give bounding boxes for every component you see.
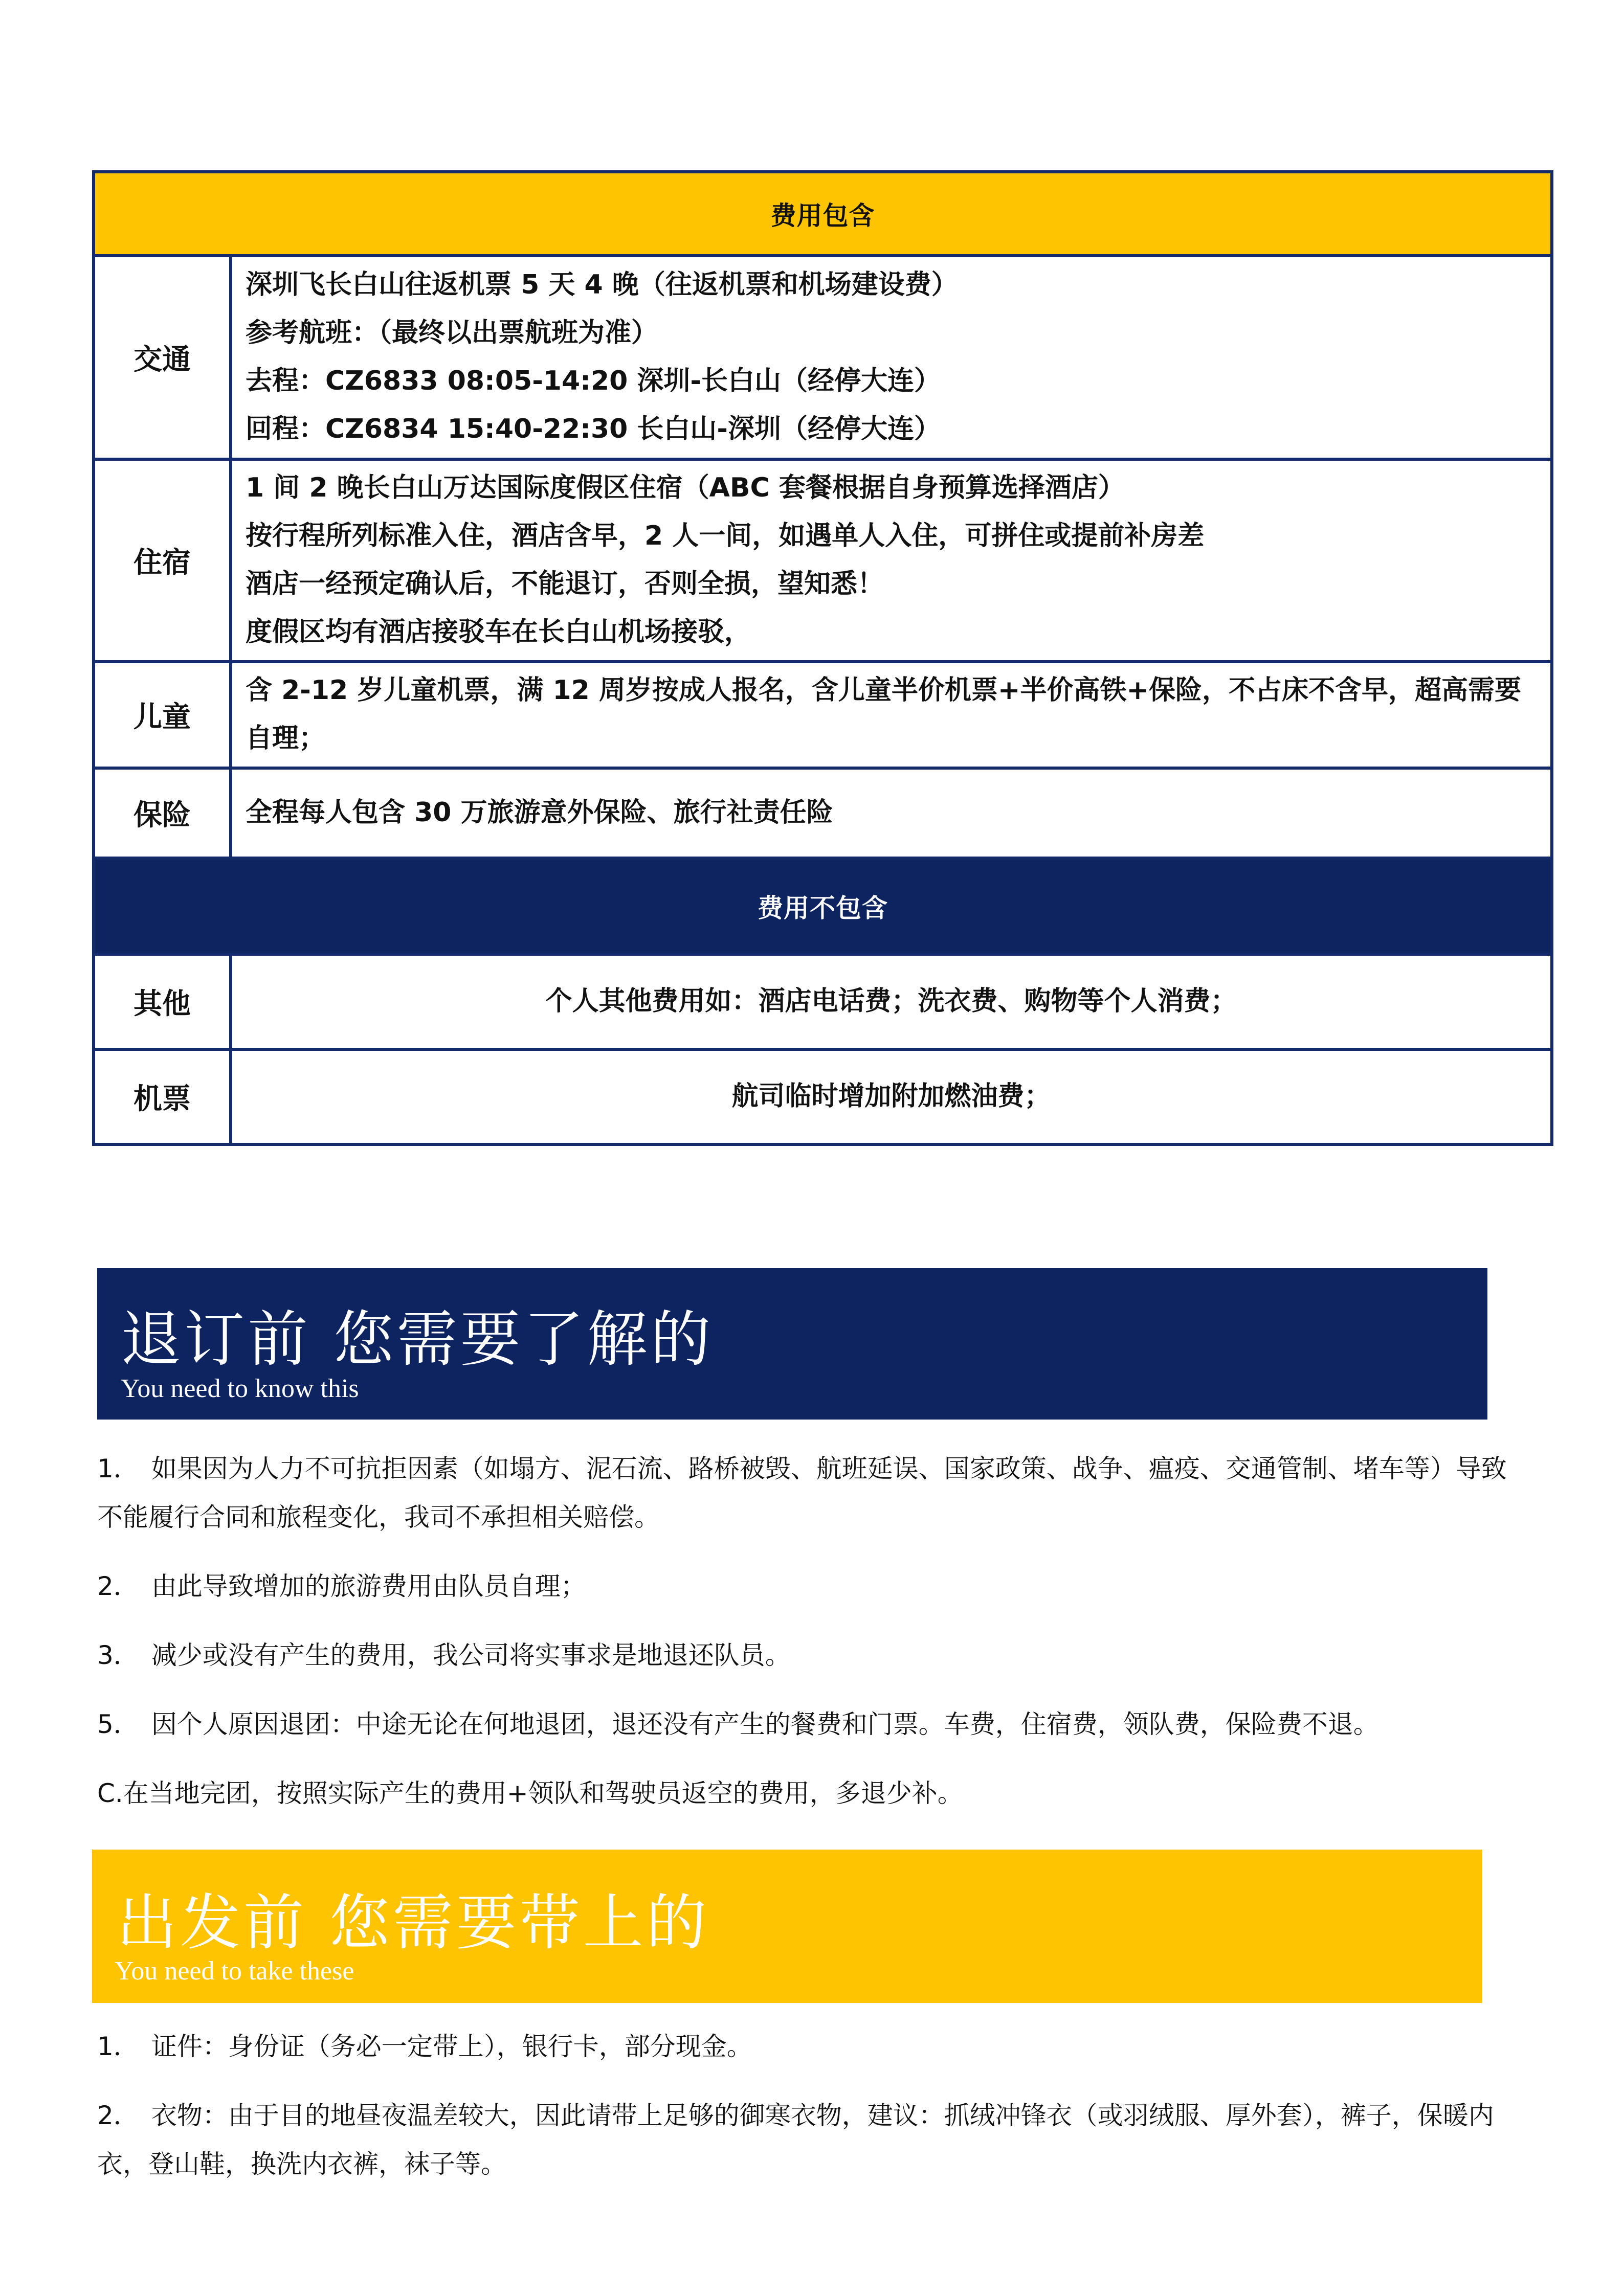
item-text: C.在当地完团，按照实际产生的费用+领队和驾驶员返空的费用，多退少补。 bbox=[97, 1779, 963, 1808]
cancel-banner bbox=[97, 1268, 1487, 1420]
item-text: 如果因为人力不可抗拒因素（如塌方、泥石流、路桥被毁、航班延误、国家政策、战争、瘟疫、交通管制、堵车等）导致不能履行合同和旅程变化，我司不承担相关赔偿。 bbox=[97, 1454, 1507, 1532]
item-text: 衣物：由于目的地昼夜温差较大，因此请带上足够的御寒衣物，建议：抓绒冲锋衣（或羽绒服、厚外套），裤子，保暖内衣，登山鞋，换洗内衣裤，袜子等。 bbox=[97, 2101, 1494, 2179]
row-accommodation bbox=[94, 459, 1552, 662]
row-insurance bbox=[94, 768, 1552, 858]
cancel-item bbox=[97, 1700, 1524, 1749]
item-number: 2． bbox=[97, 2101, 139, 2130]
row-label-accommodation: 住宿 bbox=[94, 459, 231, 662]
item-number: 2． bbox=[97, 1571, 139, 1601]
item-number: 1． bbox=[97, 2032, 139, 2061]
transport-line: 去程：CZ6833 08:05-14:20 深圳-长白山（经停大连） bbox=[246, 366, 941, 396]
bring-subtitle: You need to take these bbox=[115, 1956, 354, 1986]
row-content-insurance: 全程每人包含 30 万旅游意外保险、旅行社责任险 bbox=[231, 768, 1552, 858]
cancel-notes bbox=[97, 1445, 1524, 1838]
bring-banner bbox=[92, 1850, 1482, 2003]
item-number: 5． bbox=[97, 1709, 139, 1739]
item-number: 3． bbox=[97, 1640, 139, 1670]
bring-item bbox=[97, 2022, 1524, 2071]
cancel-item bbox=[97, 1769, 1524, 1818]
accommodation-line: 酒店一经预定确认后，不能退订，否则全损，望知悉！ bbox=[246, 569, 884, 599]
cancel-title: 退订前 您需要了解的 bbox=[121, 1304, 714, 1375]
item-text: 由此导致增加的旅游费用由队员自理； bbox=[151, 1571, 586, 1601]
accommodation-line: 1 间 2 晚长白山万达国际度假区住宿（ABC 套餐根据自身预算选择酒店） bbox=[246, 472, 1125, 503]
row-label-insurance: 保险 bbox=[94, 768, 231, 858]
row-content-other: 个人其他费用如：酒店电话费；洗衣费、购物等个人消费； bbox=[231, 954, 1552, 1049]
row-other bbox=[94, 954, 1552, 1049]
included-header-row bbox=[94, 172, 1552, 256]
row-label-transport: 交通 bbox=[94, 256, 231, 459]
excluded-header: 费用不包含 bbox=[94, 858, 1552, 954]
row-children bbox=[94, 662, 1552, 768]
excluded-header-row bbox=[94, 858, 1552, 954]
cancel-item bbox=[97, 1631, 1524, 1680]
included-header: 费用包含 bbox=[94, 172, 1552, 256]
row-airfare bbox=[94, 1049, 1552, 1144]
item-text: 证件：身份证（务必一定带上），银行卡，部分现金。 bbox=[151, 2032, 752, 2061]
accommodation-line: 按行程所列标准入住，酒店含早，2 人一间，如遇单人入住，可拼住或提前补房差 bbox=[246, 521, 1205, 551]
transport-line: 深圳飞长白山往返机票 5 天 4 晚（往返机票和机场建设费） bbox=[246, 269, 958, 300]
transport-line: 参考航班：（最终以出票航班为准） bbox=[246, 318, 658, 348]
row-content-accommodation bbox=[231, 459, 1552, 662]
item-text: 减少或没有产生的费用，我公司将实事求是地退还队员。 bbox=[151, 1640, 791, 1670]
accommodation-line: 度假区均有酒店接驳车在长白山机场接驳， bbox=[246, 617, 751, 647]
cancel-item bbox=[97, 1445, 1524, 1542]
row-label-airfare: 机票 bbox=[94, 1049, 231, 1144]
children-text: 含 2-12 岁儿童机票，满 12 周岁按成人报名，含儿童半价机票+半价高铁+保险，不占床不含早，超高需要自理； bbox=[246, 675, 1522, 754]
bring-notes bbox=[97, 2022, 1524, 2209]
row-content-transport bbox=[231, 256, 1552, 459]
row-content-children bbox=[231, 662, 1552, 768]
row-label-children: 儿童 bbox=[94, 662, 231, 768]
cancel-item bbox=[97, 1562, 1524, 1611]
item-number: 1． bbox=[97, 1454, 139, 1483]
row-label-other: 其他 bbox=[94, 954, 231, 1049]
bring-title: 出发前 您需要带上的 bbox=[117, 1887, 710, 1958]
bring-item bbox=[97, 2091, 1524, 2189]
fee-table bbox=[92, 170, 1553, 1146]
item-text: 因个人原因退团：中途无论在何地退团，退还没有产生的餐费和门票。车费，住宿费，领队费，保险费不退。 bbox=[151, 1709, 1379, 1739]
cancel-subtitle: You need to know this bbox=[121, 1374, 359, 1403]
transport-line: 回程：CZ6834 15:40-22:30 长白山-深圳（经停大连） bbox=[246, 414, 941, 444]
row-content-airfare: 航司临时增加附加燃油费； bbox=[231, 1049, 1552, 1144]
row-transport bbox=[94, 256, 1552, 459]
